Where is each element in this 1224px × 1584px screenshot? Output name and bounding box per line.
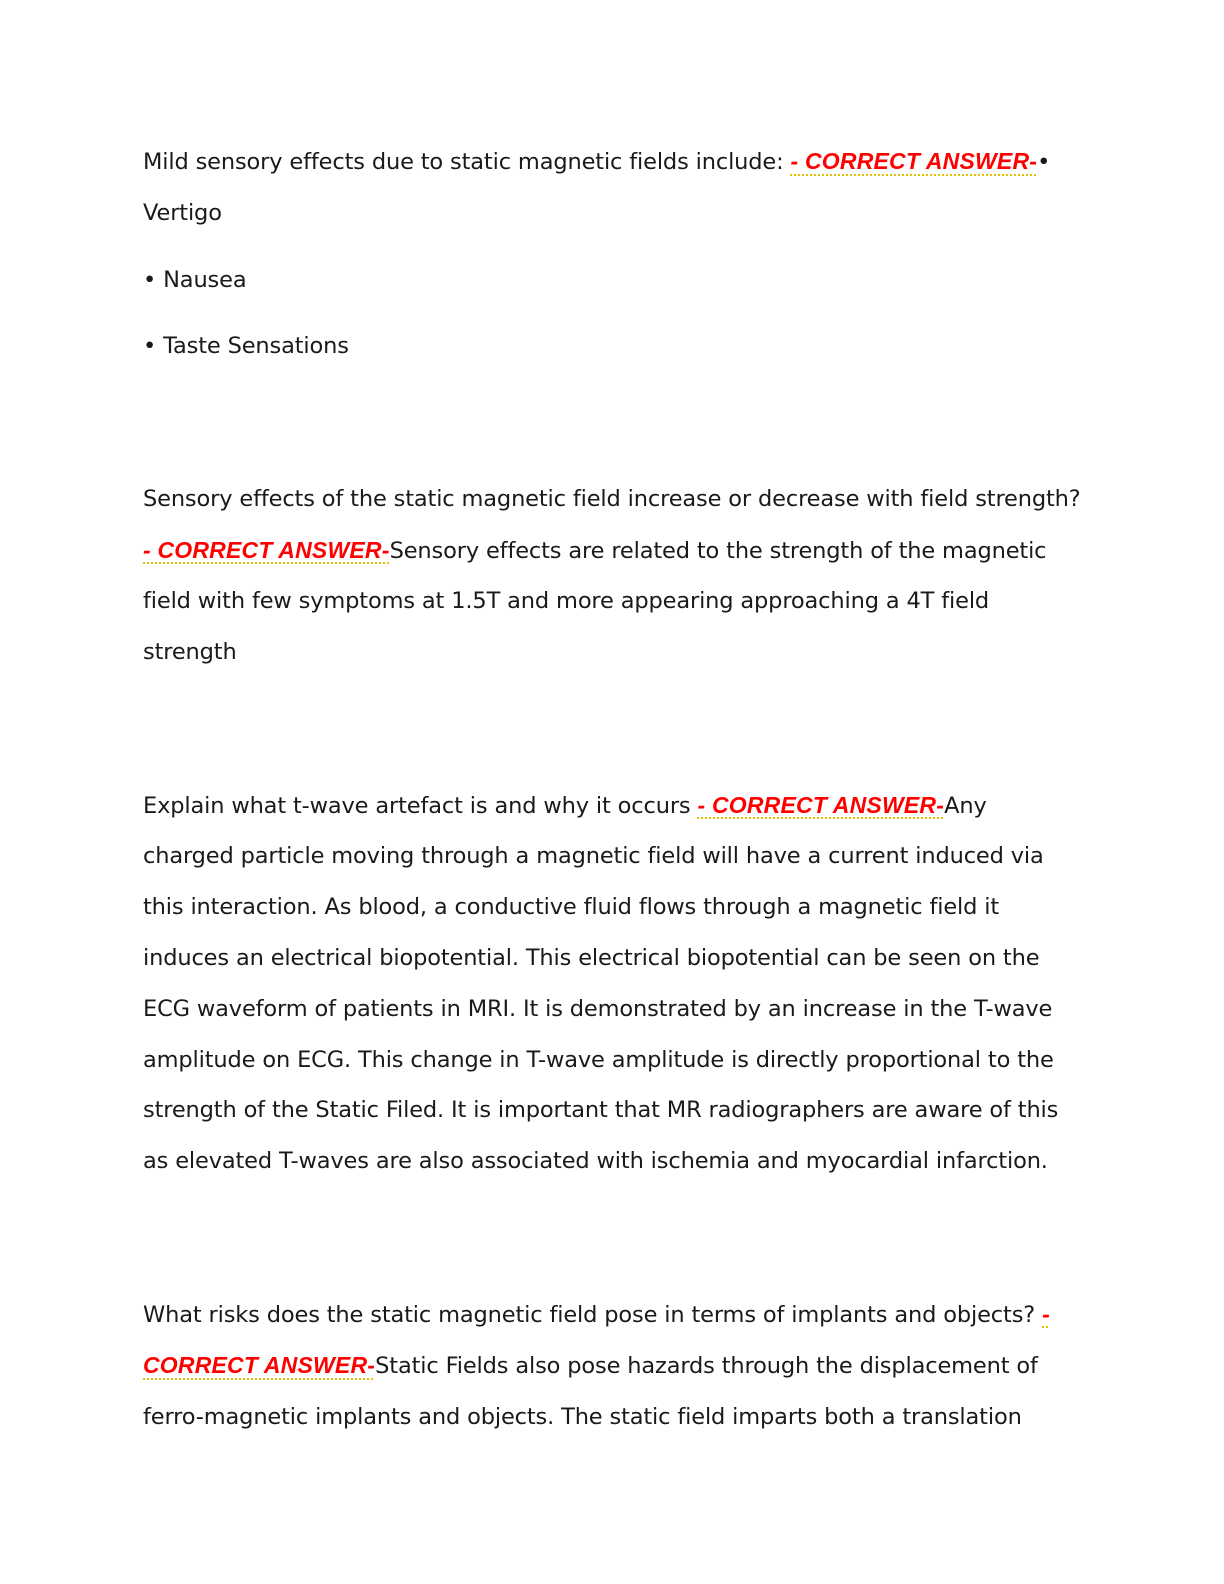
paragraph-spacer (143, 1187, 1083, 1289)
answer-text: Sensory effects are related to the strength of the magnetic field with few symptoms at 1.5T and more appearing approaching a 4T field strength (143, 537, 1047, 666)
answer-text: Static Fields also pose hazards through the displacement of ferro-magnetic implants and objects. The static field imparts both a translation (143, 1353, 1038, 1431)
answer-bullet-taste: • Taste Sensations (143, 333, 349, 360)
question-text: Sensory effects of the static magnetic field increase or decrease with field strength? (143, 485, 1081, 512)
correct-answer-tag: - CORRECT ANSWER- (697, 791, 945, 818)
answer-text: • Vertigo (143, 149, 1051, 226)
question-text: Explain what t-wave artefact is and why it occurs (143, 792, 698, 819)
document-body (143, 136, 1083, 1443)
answer-bullet-nausea: • Nausea (143, 266, 247, 293)
correct-answer-tag: - CORRECT ANSWER- (143, 1300, 1050, 1379)
qa-item-4 (143, 1289, 1083, 1443)
qa-item-3 (143, 780, 1083, 1187)
correct-answer-tag: - CORRECT ANSWER- (143, 536, 390, 563)
paragraph-spacer (143, 372, 1083, 474)
question-text: What risks does the static magnetic field pose in terms of implants and objects? (143, 1301, 1043, 1328)
answer-text: Any charged particle moving through a magnetic field will have a current induced via this interaction. As blood, a conductive fluid flows through a magnetic field it induces an electrical biopotential. This electrical biopotential can be seen on the ECG waveform of patients in MRI. It is demonstrated by an increase in the T-wave amplitude on ECG. This change in T-wave amplitude is directly proportional to the strength of the Static Filed. It is important that MR radiographers are aware of this as elevated T-waves are also associated with ischemia and myocardial infarction. (143, 792, 1059, 1175)
qa-item-1 (143, 136, 1083, 239)
paragraph-spacer (143, 678, 1083, 780)
question-text: Mild sensory effects due to static magnetic fields include: (143, 149, 791, 175)
qa-item-2 (143, 474, 1083, 678)
correct-answer-tag: - CORRECT ANSWER- (790, 148, 1038, 174)
